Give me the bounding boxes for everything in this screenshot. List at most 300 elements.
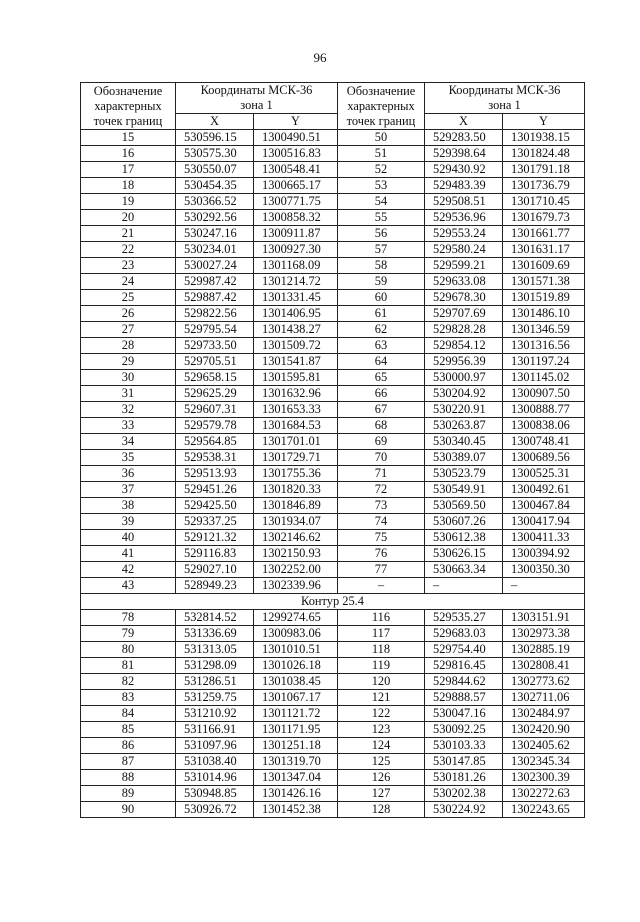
x-coordinate: 529754.40 [425, 642, 503, 658]
point-number: 56 [338, 226, 425, 242]
point-number: 74 [338, 514, 425, 530]
point-number: 40 [81, 530, 176, 546]
x-coordinate: 529337.25 [176, 514, 254, 530]
point-number: 118 [338, 642, 425, 658]
x-coordinate: 529733.50 [176, 338, 254, 354]
y-coordinate: 1301426.16 [254, 786, 338, 802]
point-number: 51 [338, 146, 425, 162]
x-coordinate: 529607.31 [176, 402, 254, 418]
x-coordinate: 529854.12 [425, 338, 503, 354]
point-number: 77 [338, 562, 425, 578]
y-coordinate: 1300417.94 [503, 514, 585, 530]
x-coordinate: 529678.30 [425, 290, 503, 306]
point-number: 76 [338, 546, 425, 562]
x-coordinate: 529430.92 [425, 162, 503, 178]
y-coordinate: 1302405.62 [503, 738, 585, 754]
y-coordinate: 1301679.73 [503, 210, 585, 226]
y-coordinate: 1302150.93 [254, 546, 338, 562]
coords-header: Координаты МСК-36 зона 1 [176, 83, 338, 114]
point-number: 67 [338, 402, 425, 418]
x-coordinate: 529888.57 [425, 690, 503, 706]
table-row [81, 802, 585, 818]
table-row [81, 226, 585, 242]
table-row [81, 210, 585, 226]
table-row [81, 578, 585, 594]
point-number: 50 [338, 130, 425, 146]
y-coordinate: 1301121.72 [254, 706, 338, 722]
point-number: 29 [81, 354, 176, 370]
table-row [81, 786, 585, 802]
y-coordinate: 1302272.63 [503, 786, 585, 802]
y-coordinate: 1301684.53 [254, 418, 338, 434]
y-coordinate: 1301791.18 [503, 162, 585, 178]
table-row [81, 354, 585, 370]
y-coordinate: 1302252.00 [254, 562, 338, 578]
x-coordinate: 529116.83 [176, 546, 254, 562]
y-coordinate: 1301519.89 [503, 290, 585, 306]
x-coordinate: 529425.50 [176, 498, 254, 514]
x-coordinate: 529683.03 [425, 626, 503, 642]
point-number: 61 [338, 306, 425, 322]
x-coordinate: 529451.26 [176, 482, 254, 498]
x-coordinate: 529536.96 [425, 210, 503, 226]
y-coordinate: 1300394.92 [503, 546, 585, 562]
y-coordinate: 1300350.30 [503, 562, 585, 578]
table-row [81, 674, 585, 690]
x-coordinate: 530389.07 [425, 450, 503, 466]
table-row [81, 418, 585, 434]
x-coordinate: 530103.33 [425, 738, 503, 754]
point-number: 24 [81, 274, 176, 290]
y-coordinate: 1300983.06 [254, 626, 338, 642]
x-coordinate: 530204.92 [425, 386, 503, 402]
point-number: 59 [338, 274, 425, 290]
y-coordinate: 1302420.90 [503, 722, 585, 738]
y-coordinate: 1300492.61 [503, 482, 585, 498]
x-coordinate: 532814.52 [176, 610, 254, 626]
y-coordinate: 1301214.72 [254, 274, 338, 290]
x-coordinate: 531014.96 [176, 770, 254, 786]
point-number: 16 [81, 146, 176, 162]
x-coordinate: 529599.21 [425, 258, 503, 274]
point-number: 60 [338, 290, 425, 306]
point-number: 26 [81, 306, 176, 322]
table-header [81, 83, 585, 130]
point-number: 28 [81, 338, 176, 354]
x-coordinate: 529625.29 [176, 386, 254, 402]
x-coordinate: 530926.72 [176, 802, 254, 818]
y-coordinate: 1300888.77 [503, 402, 585, 418]
x-coordinate: 529816.45 [425, 658, 503, 674]
y-coordinate: 1302484.97 [503, 706, 585, 722]
y-coordinate: 1301710.45 [503, 194, 585, 210]
point-number: 35 [81, 450, 176, 466]
point-number: 80 [81, 642, 176, 658]
table-row [81, 722, 585, 738]
point-number: 22 [81, 242, 176, 258]
point-number: – [338, 578, 425, 594]
x-coordinate: 529707.69 [425, 306, 503, 322]
table-row [81, 626, 585, 642]
table-row [81, 658, 585, 674]
point-number: 36 [81, 466, 176, 482]
point-number: 63 [338, 338, 425, 354]
y-coordinate: 1303151.91 [503, 610, 585, 626]
point-number: 42 [81, 562, 176, 578]
y-coordinate: 1302808.41 [503, 658, 585, 674]
x-coordinate: 531166.91 [176, 722, 254, 738]
y-coordinate: 1301729.71 [254, 450, 338, 466]
y-coordinate: 1301509.72 [254, 338, 338, 354]
point-number: 117 [338, 626, 425, 642]
x-coordinate: 530663.34 [425, 562, 503, 578]
point-number: 27 [81, 322, 176, 338]
x-coordinate: 531038.40 [176, 754, 254, 770]
x-coordinate: 529987.42 [176, 274, 254, 290]
point-number: 41 [81, 546, 176, 562]
x-coordinate: 529579.78 [176, 418, 254, 434]
point-number: 83 [81, 690, 176, 706]
x-coordinate: 530027.24 [176, 258, 254, 274]
point-number: 52 [338, 162, 425, 178]
x-coordinate: 530224.92 [425, 802, 503, 818]
point-number: 39 [81, 514, 176, 530]
x-coordinate: 529633.08 [425, 274, 503, 290]
point-number: 58 [338, 258, 425, 274]
point-number: 85 [81, 722, 176, 738]
coords-header: Координаты МСК-36 зона 1 [425, 83, 585, 114]
point-number: 128 [338, 802, 425, 818]
x-coordinate: 530626.15 [425, 546, 503, 562]
point-number: 125 [338, 754, 425, 770]
x-coordinate: 529508.51 [425, 194, 503, 210]
y-coordinate: – [503, 578, 585, 594]
point-number: 86 [81, 738, 176, 754]
x-coordinate: 528949.23 [176, 578, 254, 594]
point-number: 126 [338, 770, 425, 786]
table-row [81, 338, 585, 354]
y-coordinate: 1301145.02 [503, 370, 585, 386]
y-coordinate: 1301820.33 [254, 482, 338, 498]
point-number: 79 [81, 626, 176, 642]
x-coordinate: 530220.91 [425, 402, 503, 418]
y-coordinate: 1300911.87 [254, 226, 338, 242]
y-coordinate: 1302773.62 [503, 674, 585, 690]
point-number: 64 [338, 354, 425, 370]
table-row [81, 162, 585, 178]
y-coordinate: 1301824.48 [503, 146, 585, 162]
point-number: 62 [338, 322, 425, 338]
point-number: 20 [81, 210, 176, 226]
x-coordinate: 530550.07 [176, 162, 254, 178]
table-row [81, 450, 585, 466]
point-number: 81 [81, 658, 176, 674]
y-coordinate: 1300525.31 [503, 466, 585, 482]
point-number: 43 [81, 578, 176, 594]
x-coordinate: 529828.28 [425, 322, 503, 338]
x-coordinate: 530454.35 [176, 178, 254, 194]
point-number: 19 [81, 194, 176, 210]
y-coordinate: 1301067.17 [254, 690, 338, 706]
point-number: 88 [81, 770, 176, 786]
y-coordinate: 1301038.45 [254, 674, 338, 690]
y-coordinate: 1301171.95 [254, 722, 338, 738]
point-number: 21 [81, 226, 176, 242]
x-coordinate: 529795.54 [176, 322, 254, 338]
x-coordinate: 530569.50 [425, 498, 503, 514]
x-coordinate: 529535.27 [425, 610, 503, 626]
table-row [81, 386, 585, 402]
y-header: Y [503, 114, 585, 130]
point-number: 75 [338, 530, 425, 546]
y-coordinate: 1302345.34 [503, 754, 585, 770]
y-coordinate: 1301346.59 [503, 322, 585, 338]
point-number: 55 [338, 210, 425, 226]
table-row [81, 258, 585, 274]
x-coordinate: 531286.51 [176, 674, 254, 690]
x-coordinate: 530092.25 [425, 722, 503, 738]
table-row [81, 690, 585, 706]
y-coordinate: 1301251.18 [254, 738, 338, 754]
table-row [81, 610, 585, 626]
x-coordinate: 530263.87 [425, 418, 503, 434]
x-coordinate: 530549.91 [425, 482, 503, 498]
point-number: 73 [338, 498, 425, 514]
point-number: 30 [81, 370, 176, 386]
y-coordinate: 1301631.17 [503, 242, 585, 258]
x-coordinate: 531336.69 [176, 626, 254, 642]
table-row [81, 738, 585, 754]
y-coordinate: 1301541.87 [254, 354, 338, 370]
x-coordinate: 530366.52 [176, 194, 254, 210]
x-coordinate: 530247.16 [176, 226, 254, 242]
table-row [81, 706, 585, 722]
table-row [81, 434, 585, 450]
point-number: 89 [81, 786, 176, 802]
table-row [81, 642, 585, 658]
x-coordinate: 529580.24 [425, 242, 503, 258]
x-coordinate: 530948.85 [176, 786, 254, 802]
table-row [81, 466, 585, 482]
point-number: 122 [338, 706, 425, 722]
point-number: 70 [338, 450, 425, 466]
y-coordinate: 1301653.33 [254, 402, 338, 418]
table-row [81, 274, 585, 290]
table-row [81, 498, 585, 514]
table-row [81, 754, 585, 770]
x-coordinate: 529822.56 [176, 306, 254, 322]
x-coordinate: 530147.85 [425, 754, 503, 770]
point-number: 121 [338, 690, 425, 706]
y-coordinate: 1300771.75 [254, 194, 338, 210]
section-row [81, 594, 585, 610]
x-coordinate: 529513.93 [176, 466, 254, 482]
y-coordinate: 1301938.15 [503, 130, 585, 146]
point-number: 34 [81, 434, 176, 450]
table-row [81, 146, 585, 162]
x-coordinate: 530000.97 [425, 370, 503, 386]
point-number: 32 [81, 402, 176, 418]
x-coordinate: 530612.38 [425, 530, 503, 546]
point-number: 65 [338, 370, 425, 386]
x-coordinate: – [425, 578, 503, 594]
x-header: X [425, 114, 503, 130]
y-coordinate: 1300748.41 [503, 434, 585, 450]
point-number: 116 [338, 610, 425, 626]
point-number: 127 [338, 786, 425, 802]
y-coordinate: 1301319.70 [254, 754, 338, 770]
x-coordinate: 530292.56 [176, 210, 254, 226]
point-header: Обозначение характерных точек границ [81, 83, 176, 130]
y-coordinate: 1300927.30 [254, 242, 338, 258]
x-coordinate: 529887.42 [176, 290, 254, 306]
y-coordinate: 1301197.24 [503, 354, 585, 370]
x-coordinate: 531097.96 [176, 738, 254, 754]
table-row [81, 322, 585, 338]
y-coordinate: 1301755.36 [254, 466, 338, 482]
point-number: 84 [81, 706, 176, 722]
point-number: 90 [81, 802, 176, 818]
point-number: 57 [338, 242, 425, 258]
x-coordinate: 530202.38 [425, 786, 503, 802]
x-coordinate: 529553.24 [425, 226, 503, 242]
x-coordinate: 529483.39 [425, 178, 503, 194]
point-number: 54 [338, 194, 425, 210]
x-coordinate: 530047.16 [425, 706, 503, 722]
x-coordinate: 530575.30 [176, 146, 254, 162]
point-number: 72 [338, 482, 425, 498]
point-number: 68 [338, 418, 425, 434]
y-header: Y [254, 114, 338, 130]
point-number: 123 [338, 722, 425, 738]
y-coordinate: 1302243.65 [503, 802, 585, 818]
table-row [81, 290, 585, 306]
x-coordinate: 531259.75 [176, 690, 254, 706]
y-coordinate: 1302711.06 [503, 690, 585, 706]
y-coordinate: 1301168.09 [254, 258, 338, 274]
x-coordinate: 529844.62 [425, 674, 503, 690]
table-row [81, 130, 585, 146]
y-coordinate: 1301736.79 [503, 178, 585, 194]
point-number: 17 [81, 162, 176, 178]
table-row [81, 546, 585, 562]
point-number: 82 [81, 674, 176, 690]
y-coordinate: 1300838.06 [503, 418, 585, 434]
point-number: 69 [338, 434, 425, 450]
x-coordinate: 530607.26 [425, 514, 503, 530]
y-coordinate: 1300490.51 [254, 130, 338, 146]
x-coordinate: 530181.26 [425, 770, 503, 786]
y-coordinate: 1301846.89 [254, 498, 338, 514]
x-header: X [176, 114, 254, 130]
point-number: 124 [338, 738, 425, 754]
x-coordinate: 529956.39 [425, 354, 503, 370]
point-number: 38 [81, 498, 176, 514]
y-coordinate: 1300516.83 [254, 146, 338, 162]
y-coordinate: 1301934.07 [254, 514, 338, 530]
y-coordinate: 1301632.96 [254, 386, 338, 402]
y-coordinate: 1301609.69 [503, 258, 585, 274]
y-coordinate: 1301701.01 [254, 434, 338, 450]
point-number: 33 [81, 418, 176, 434]
point-number: 78 [81, 610, 176, 626]
table-row [81, 194, 585, 210]
table-row [81, 562, 585, 578]
x-coordinate: 530523.79 [425, 466, 503, 482]
y-coordinate: 1300411.33 [503, 530, 585, 546]
point-number: 37 [81, 482, 176, 498]
x-coordinate: 530340.45 [425, 434, 503, 450]
y-coordinate: 1300858.32 [254, 210, 338, 226]
point-number: 25 [81, 290, 176, 306]
y-coordinate: 1301331.45 [254, 290, 338, 306]
x-coordinate: 529027.10 [176, 562, 254, 578]
x-coordinate: 531210.92 [176, 706, 254, 722]
table-row [81, 482, 585, 498]
table-row [81, 370, 585, 386]
table-row [81, 770, 585, 786]
y-coordinate: 1302300.39 [503, 770, 585, 786]
table-body [81, 130, 585, 818]
point-number: 53 [338, 178, 425, 194]
y-coordinate: 1299274.65 [254, 610, 338, 626]
y-coordinate: 1302885.19 [503, 642, 585, 658]
table-row [81, 178, 585, 194]
y-coordinate: 1302339.96 [254, 578, 338, 594]
table-row [81, 242, 585, 258]
x-coordinate: 529705.51 [176, 354, 254, 370]
x-coordinate: 531313.05 [176, 642, 254, 658]
section-title: Контур 25.4 [81, 594, 585, 610]
x-coordinate: 529121.32 [176, 530, 254, 546]
point-number: 120 [338, 674, 425, 690]
point-number: 23 [81, 258, 176, 274]
point-number: 119 [338, 658, 425, 674]
y-coordinate: 1300907.50 [503, 386, 585, 402]
point-number: 18 [81, 178, 176, 194]
point-header: Обозначение характерных точек границ [338, 83, 425, 130]
coordinates-table [80, 82, 585, 818]
y-coordinate: 1302973.38 [503, 626, 585, 642]
x-coordinate: 529564.85 [176, 434, 254, 450]
y-coordinate: 1300689.56 [503, 450, 585, 466]
y-coordinate: 1301026.18 [254, 658, 338, 674]
y-coordinate: 1301347.04 [254, 770, 338, 786]
y-coordinate: 1302146.62 [254, 530, 338, 546]
y-coordinate: 1300665.17 [254, 178, 338, 194]
y-coordinate: 1301595.81 [254, 370, 338, 386]
y-coordinate: 1300548.41 [254, 162, 338, 178]
y-coordinate: 1301316.56 [503, 338, 585, 354]
point-number: 31 [81, 386, 176, 402]
table-row [81, 402, 585, 418]
y-coordinate: 1301010.51 [254, 642, 338, 658]
x-coordinate: 530234.01 [176, 242, 254, 258]
x-coordinate: 529658.15 [176, 370, 254, 386]
point-number: 15 [81, 130, 176, 146]
point-number: 66 [338, 386, 425, 402]
x-coordinate: 529283.50 [425, 130, 503, 146]
table-row [81, 306, 585, 322]
y-coordinate: 1301661.77 [503, 226, 585, 242]
y-coordinate: 1301486.10 [503, 306, 585, 322]
point-number: 71 [338, 466, 425, 482]
x-coordinate: 529538.31 [176, 450, 254, 466]
point-number: 87 [81, 754, 176, 770]
x-coordinate: 531298.09 [176, 658, 254, 674]
x-coordinate: 530596.15 [176, 130, 254, 146]
table-row [81, 514, 585, 530]
